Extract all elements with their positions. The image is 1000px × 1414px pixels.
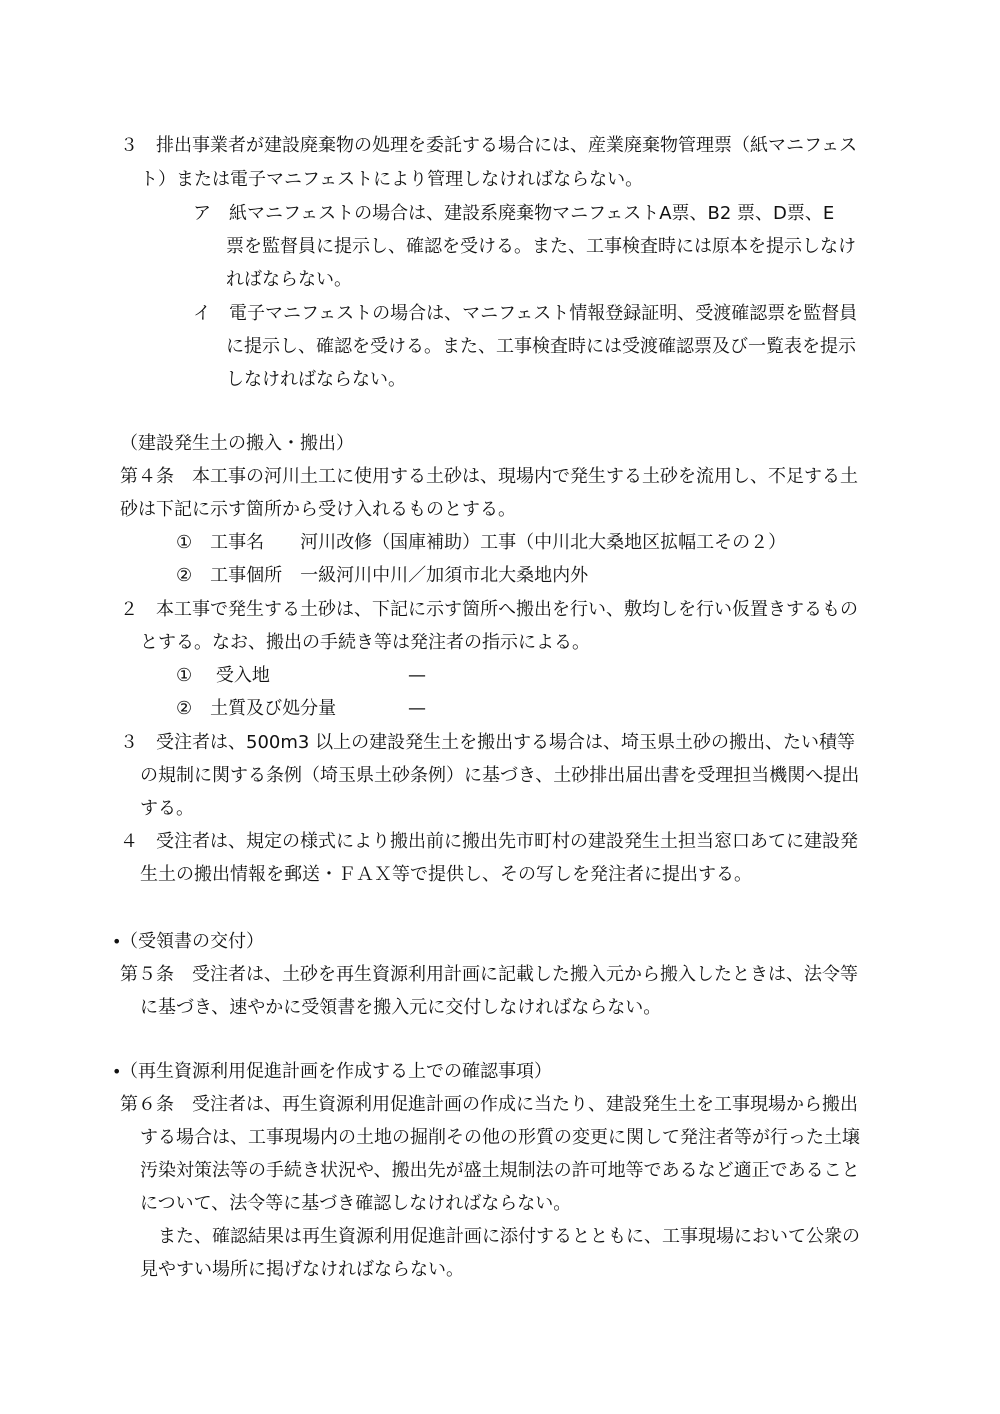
paragraph-line: 生土の搬出情報を郵送・ＦＡＸ等で提供し、その写しを発注者に提出する。 [140, 864, 752, 885]
article-line: また、確認結果は再生資源利用促進計画に添付するとともに、工事現場において公衆の [158, 1226, 860, 1247]
bullet-marker: • [112, 932, 122, 951]
paragraph-line: ４ 受注者は、規定の様式により搬出前に搬出先市町村の建設発生土担当窓口あてに建設発 [120, 831, 858, 852]
article-line: に基づき、速やかに受領書を搬入元に交付しなければならない。 [140, 997, 662, 1018]
list-item-label: ② 土質及び処分量 [176, 698, 337, 719]
article-line: 見やすい場所に掲げなければならない。 [140, 1259, 464, 1280]
section-heading: （建設発生土の搬入・搬出） [120, 433, 354, 454]
article-line: する場合は、工事現場内の土地の掘削その他の形質の変更に関して発注者等が行った土壌 [140, 1127, 860, 1148]
list-item: ② 工事個所 一級河川中川／加須市北大桑地内外 [176, 565, 589, 586]
section-heading: （再生資源利用促進計画を作成する上での確認事項） [120, 1061, 552, 1082]
paragraph-line: する。 [140, 798, 194, 819]
article-line: 第４条 本工事の河川土工に使用する土砂は、現場内で発生する土砂を流用し、不足する土 [120, 466, 858, 487]
paragraph-line: ３ 排出事業者が建設廃棄物の処理を委託する場合には、産業廃棄物管理票（紙マニフェス [120, 135, 858, 156]
bullet-marker: • [112, 1062, 122, 1081]
paragraph-line: ト）または電子マニフェストにより管理しなければならない。 [140, 169, 644, 190]
article-line: 第６条 受注者は、再生資源利用促進計画の作成に当たり、建設発生土を工事現場から搬出 [120, 1094, 858, 1115]
list-item-value: — [408, 698, 426, 719]
article-line: について、法令等に基づき確認しなければならない。 [140, 1193, 572, 1214]
paragraph-line: ２ 本工事で発生する土砂は、下記に示す箇所へ搬出を行い、敷均しを行い仮置きするもの [120, 599, 858, 620]
list-item-i-cont: しなければならない。 [226, 369, 406, 390]
list-item-a: ア 紙マニフェストの場合は、建設系廃棄物マニフェストA票、B2 票、D票、E [193, 203, 835, 224]
paragraph-line: ３ 受注者は、500m3 以上の建設発生土を搬出する場合は、埼玉県土砂の搬出、たい積等 [120, 732, 856, 753]
list-item-a-cont: 票を監督員に提示し、確認を受ける。また、工事検査時には原本を提示しなけ [226, 236, 856, 257]
list-item-i: イ 電子マニフェストの場合は、マニフェスト情報登録証明、受渡確認票を監督員 [193, 303, 858, 324]
list-item-label: ① 受入地 [176, 665, 270, 686]
paragraph-line: の規制に関する条例（埼玉県土砂条例）に基づき、土砂排出届出書を受理担当機関へ提出 [140, 765, 860, 786]
list-item: ① 工事名 河川改修（国庫補助）工事（中川北大桑地区拡幅工その２） [176, 532, 787, 553]
list-item-value: — [408, 665, 426, 686]
article-line: 汚染対策法等の手続き状況や、搬出先が盛土規制法の許可地等であるなど適正であること [140, 1160, 860, 1181]
article-line: 砂は下記に示す箇所から受け入れるものとする。 [120, 499, 516, 520]
section-heading: （受領書の交付） [120, 931, 264, 952]
list-item-a-cont: ればならない。 [226, 269, 352, 290]
paragraph-line: とする。なお、搬出の手続き等は発注者の指示による。 [140, 632, 590, 653]
list-item-i-cont: に提示し、確認を受ける。また、工事検査時には受渡確認票及び一覧表を提示 [226, 336, 856, 357]
article-line: 第５条 受注者は、土砂を再生資源利用計画に記載した搬入元から搬入したときは、法令等 [120, 964, 858, 985]
